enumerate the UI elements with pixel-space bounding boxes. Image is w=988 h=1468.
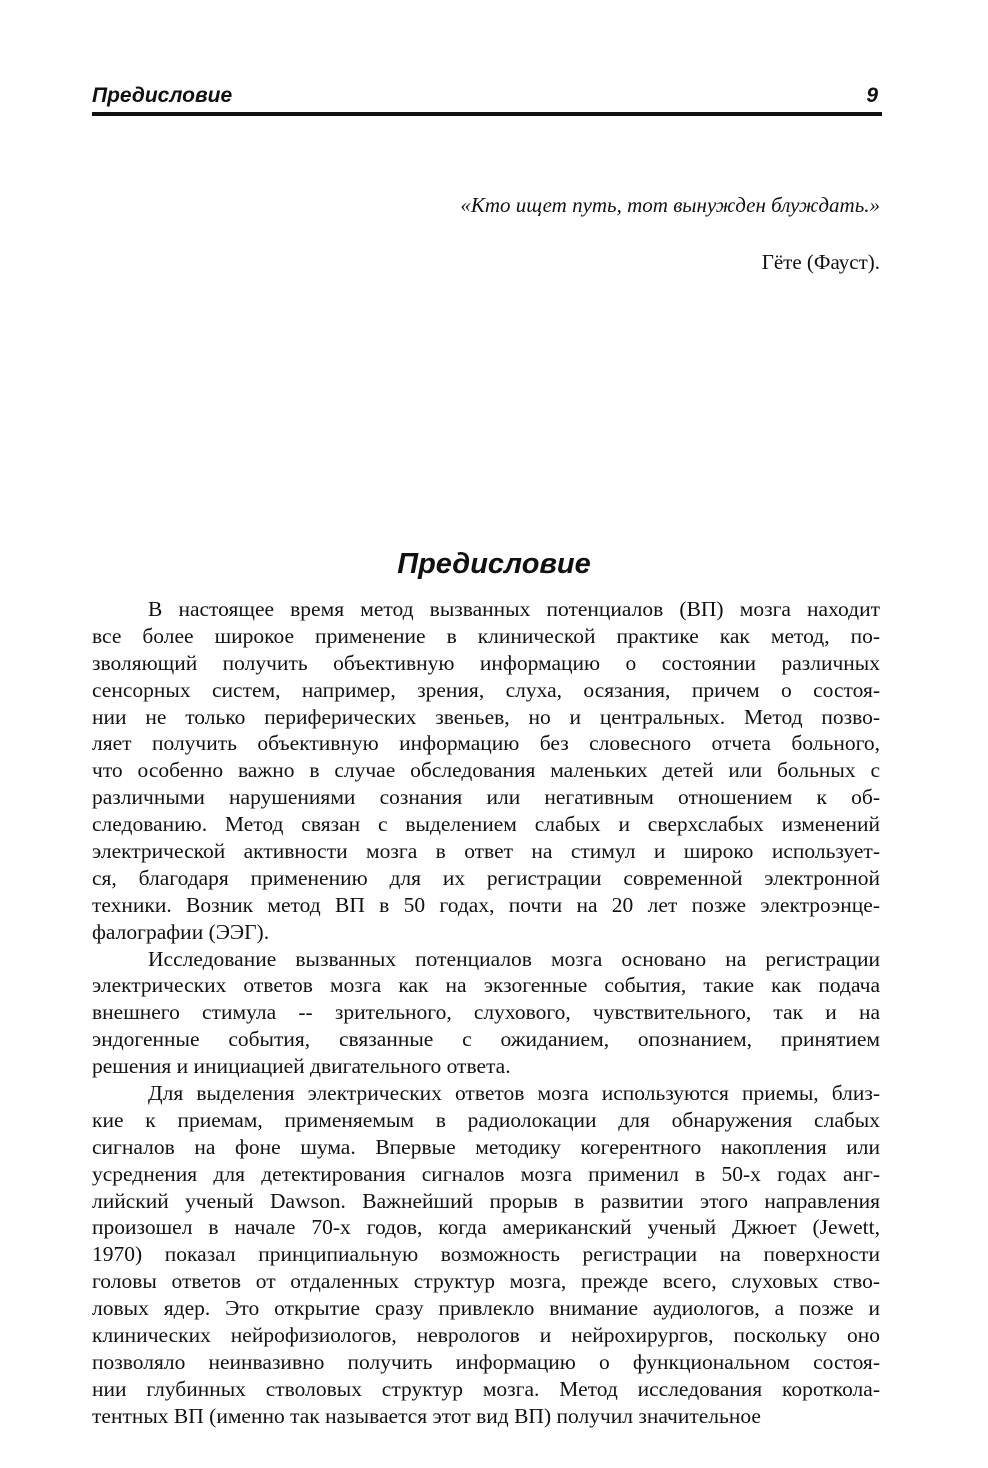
paragraph-line: кие к приемам, применяемым в радиолокации для обнаружения слабых xyxy=(92,1107,880,1132)
paragraph-line: нии не только периферических звеньев, но и центральных. Метод позво- xyxy=(92,704,880,729)
paragraph-line: сигналов на фоне шума. Впервые методику когерентного накопления или xyxy=(92,1134,880,1159)
paragraph-line: клинических нейрофизиологов, неврологов и нейрохирургов, поскольку оно xyxy=(92,1323,880,1348)
paragraph-line: различными нарушениями сознания или негативным отношением к об- xyxy=(92,785,880,810)
paragraph-line: решения и инициацией двигательного ответа. xyxy=(92,1054,511,1079)
paragraph-line: усреднения для детектирования сигналов мозга применил в 50-х годах анг- xyxy=(92,1161,880,1186)
paragraph-line: техники. Возник метод ВП в 50 годах, почти на 20 лет позже электроэнце- xyxy=(92,892,880,917)
paragraph-line: нии глубинных стволовых структур мозга. Метод исследования коротколa- xyxy=(92,1376,880,1401)
paragraph-line: зволяющий получить объективную информацию о состоянии различных xyxy=(92,650,880,675)
epigraph-quote: «Кто ищет путь, тот вынужден блуждать.» xyxy=(460,193,880,217)
paragraph-line: ловых ядер. Это открытие сразу привлекло внимание аудиологов, а позже и xyxy=(92,1296,880,1321)
paragraph-line: произошел в начале 70-х годов, когда американский ученый Джюет (Jewett, xyxy=(92,1215,880,1240)
paragraph-line: следованию. Метод связан с выделением слабых и сверхслабых изменений xyxy=(92,812,880,837)
paragraph-line: лийский ученый Dawson. Важнейший прорыв в развитии этого направления xyxy=(92,1188,880,1213)
paragraph-line: фалографии (ЭЭГ). xyxy=(92,919,270,944)
paragraph-line: Исследование вызванных потенциалов мозга основано на регистрации xyxy=(148,946,880,971)
paragraph-line: эндогенные события, связанные с ожиданием, опознанием, принятием xyxy=(92,1027,880,1052)
running-header-title: Предисловие xyxy=(92,84,233,107)
page-number: 9 xyxy=(866,84,878,107)
paragraph-line: электрических ответов мозга как на экзогенные события, такие как подача xyxy=(92,973,880,998)
running-header xyxy=(92,84,882,116)
paragraph-line: что особенно важно в случае обследования маленьких детей или больных с xyxy=(92,758,880,783)
paragraph-line: ляет получить объективную информацию без словесного отчета больного, xyxy=(92,731,880,756)
paragraph-line: Для выделения электрических ответов мозга используются приемы, близ- xyxy=(148,1081,880,1106)
paragraph-line: В настоящее время метод вызванных потенциалов (ВП) мозга находит xyxy=(148,597,880,621)
paragraph-line: внешнего стимула -- зрительного, слухового, чувствительного, так и на xyxy=(92,1000,880,1025)
epigraph-author: Гёте (Фауст). xyxy=(761,250,880,274)
paragraph-line: 1970) показал принципиальную возможность регистрации на поверхности xyxy=(92,1242,880,1267)
body-text xyxy=(92,596,880,1430)
paragraph-line: ся, благодаря применению для их регистрации современной электронной xyxy=(92,865,880,890)
paragraph-line: сенсорных систем, например, зрения, слуха, осязания, причем о состоя- xyxy=(92,677,880,702)
paragraph-line: электрической активности мозга в ответ на стимул и широко использует- xyxy=(92,839,880,864)
paragraph-line: тентных ВП (именно так называется этот вид ВП) получил значительное xyxy=(92,1403,761,1428)
paragraph-line: позволяло неинвазивно получить информацию о функциональном состоя- xyxy=(92,1349,880,1374)
paragraph-line: головы ответов от отдаленных структур мозга, прежде всего, слуховых ство- xyxy=(92,1269,880,1294)
paragraph-line: все более широкое применение в клинической практике как метод, по- xyxy=(92,623,880,648)
section-heading: Предисловие xyxy=(397,548,591,580)
